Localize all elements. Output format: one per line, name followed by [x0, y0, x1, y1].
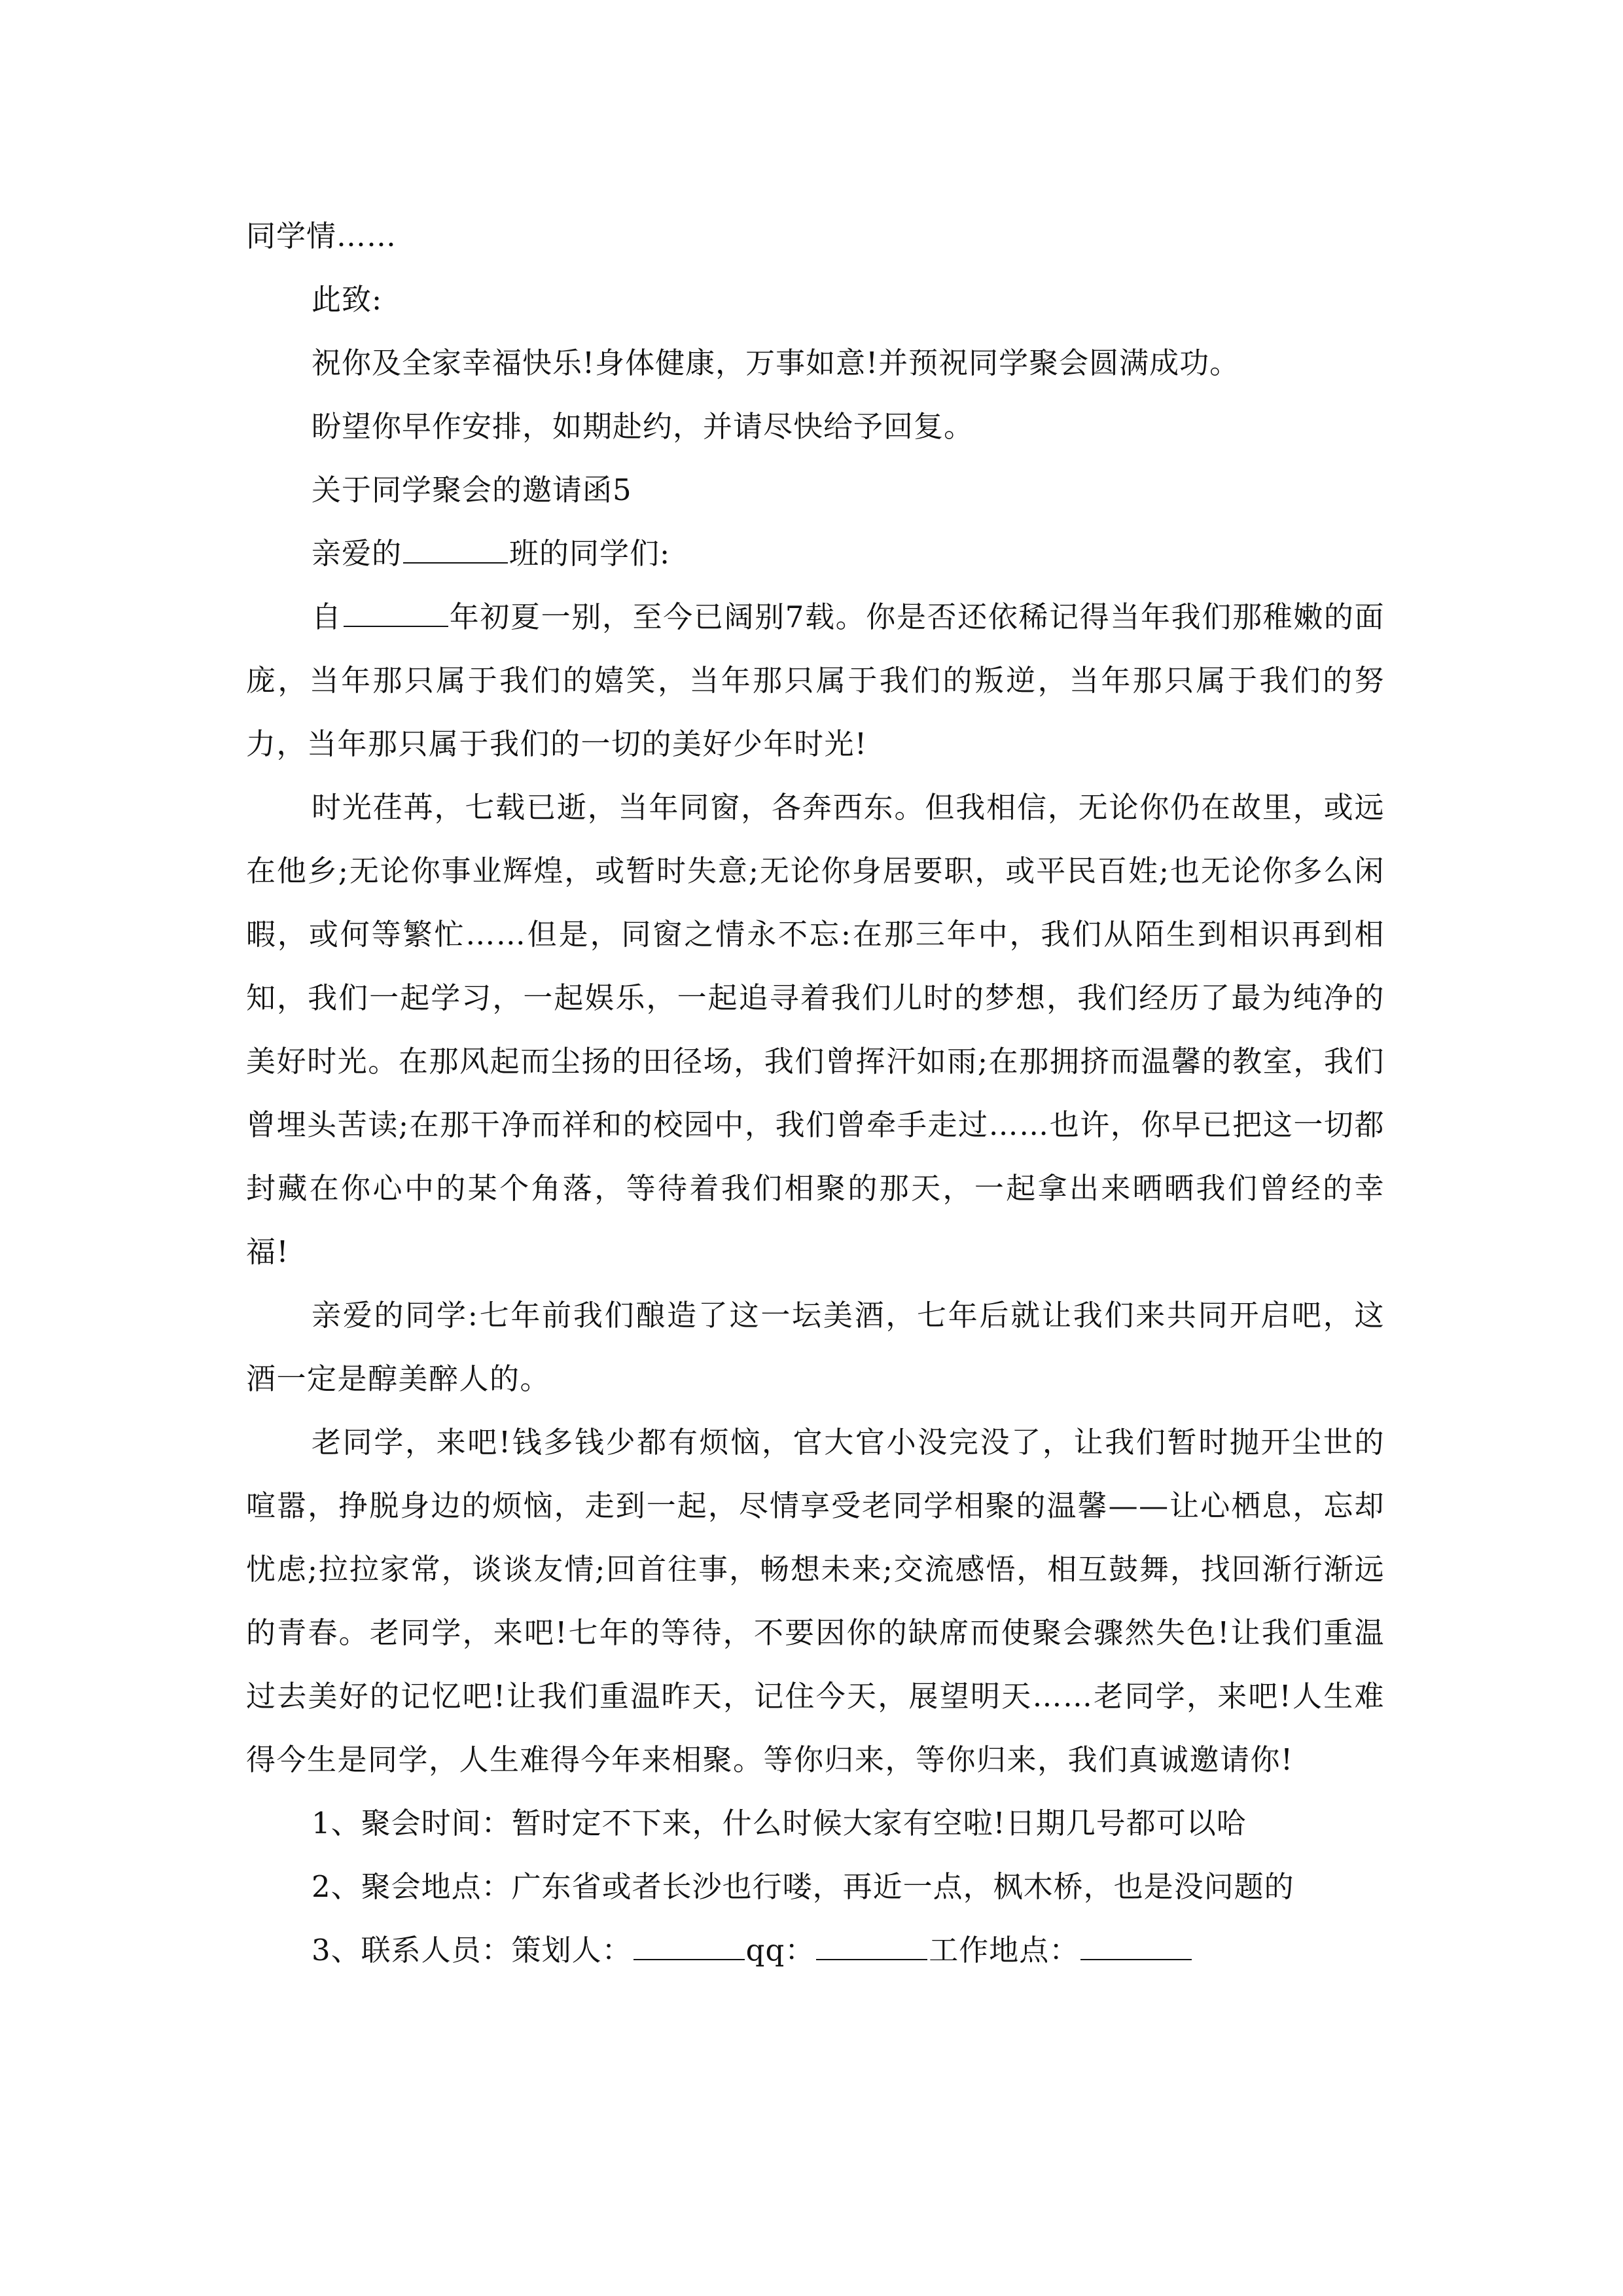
paragraph-farewell [246, 585, 1385, 776]
contacts-label: 3、联系人员：策划人： [312, 1933, 632, 1967]
paragraph-invitation: 老同学，来吧!钱多钱少都有烦恼，官大官小没完没了，让我们暂时抛开尘世的喧嚣，挣脱身边的烦恼，走到一起，尽情享受老同学相聚的温馨——让心栖息，忘却忧虑;拉拉家常，谈谈友情;回首往事，畅想未来;交流感悟，相互鼓舞，找回渐行渐远的青春。老同学，来吧!七年的等待，不要因你的缺席而使聚会骤然失色!让我们重温过去美好的记忆吧!让我们重温昨天，记住今天，展望明天……老同学，来吧!人生难得今生是同学，人生难得今年来相聚。等你归来，等你归来，我们真诚邀请你! [246, 1425, 1385, 1777]
wish-line: 祝你及全家幸福快乐!身体健康，万事如意!并预祝同学聚会圆满成功。 [312, 346, 1240, 380]
greeting-line [246, 522, 1385, 585]
year-blank [344, 600, 448, 627]
work-location-blank [1080, 1933, 1192, 1960]
letter-title: 关于同学聚会的邀请函5 [312, 473, 632, 507]
paragraph-wine: 亲爱的同学:七年前我们酿造了这一坛美酒，七年后就让我们来共同开启吧，这酒一定是醇美醉人的。 [246, 1298, 1385, 1396]
greeting-suffix: 班的同学们: [509, 536, 671, 571]
qq-label: qq： [745, 1933, 815, 1967]
closing-salutation: 此致: [312, 282, 383, 317]
greeting-prefix: 亲爱的 [312, 536, 402, 571]
work-location-label: 工作地点： [929, 1933, 1080, 1967]
document-body [246, 204, 1385, 1982]
item-time: 1、聚会时间：暂时定不下来，什么时候大家有空啦!日期几号都可以哈 [312, 1806, 1247, 1840]
item-contacts [246, 1918, 1385, 1982]
item-location: 2、聚会地点：广东省或者长沙也行喽，再近一点，枫木桥，也是没问题的 [312, 1869, 1294, 1904]
class-name-blank [403, 536, 508, 564]
planner-blank [633, 1933, 745, 1960]
paragraph-farewell-prefix: 自 [312, 600, 342, 634]
reply-request-line: 盼望你早作安排，如期赴约，并请尽快给予回复。 [312, 409, 974, 444]
paragraph-farewell-text: 年初夏一别，至今已阔别7载。你是否还依稀记得当年我们那稚嫩的面庞，当年那只属于我们的嬉笑，当年那只属于我们的叛逆，当年那只属于我们的努力，当年那只属于我们的一切的美好少年时光! [246, 600, 1385, 761]
paragraph-memories: 时光荏苒，七载已逝，当年同窗，各奔西东。但我相信，无论你仍在故里，或远在他乡;无论你事业辉煌，或暂时失意;无论你身居要职，或平民百姓;也无论你多么闲暇，或何等繁忙……但是，同窗之情永不忘:在那三年中，我们从陌生到相识再到相知，我们一起学习，一起娱乐，一起追寻着我们儿时的梦想，我们经历了最为纯净的美好时光。在那风起而尘扬的田径场，我们曾挥汗如雨;在那拥挤而温馨的教室，我们曾埋头苦读;在那干净而祥和的校园中，我们曾牵手走过……也许，你早已把这一切都封藏在你心中的某个角落，等待着我们相聚的那天，一起拿出来晒晒我们曾经的幸福! [246, 790, 1385, 1269]
opening-fragment: 同学情…… [246, 219, 397, 253]
qq-blank [816, 1933, 927, 1960]
